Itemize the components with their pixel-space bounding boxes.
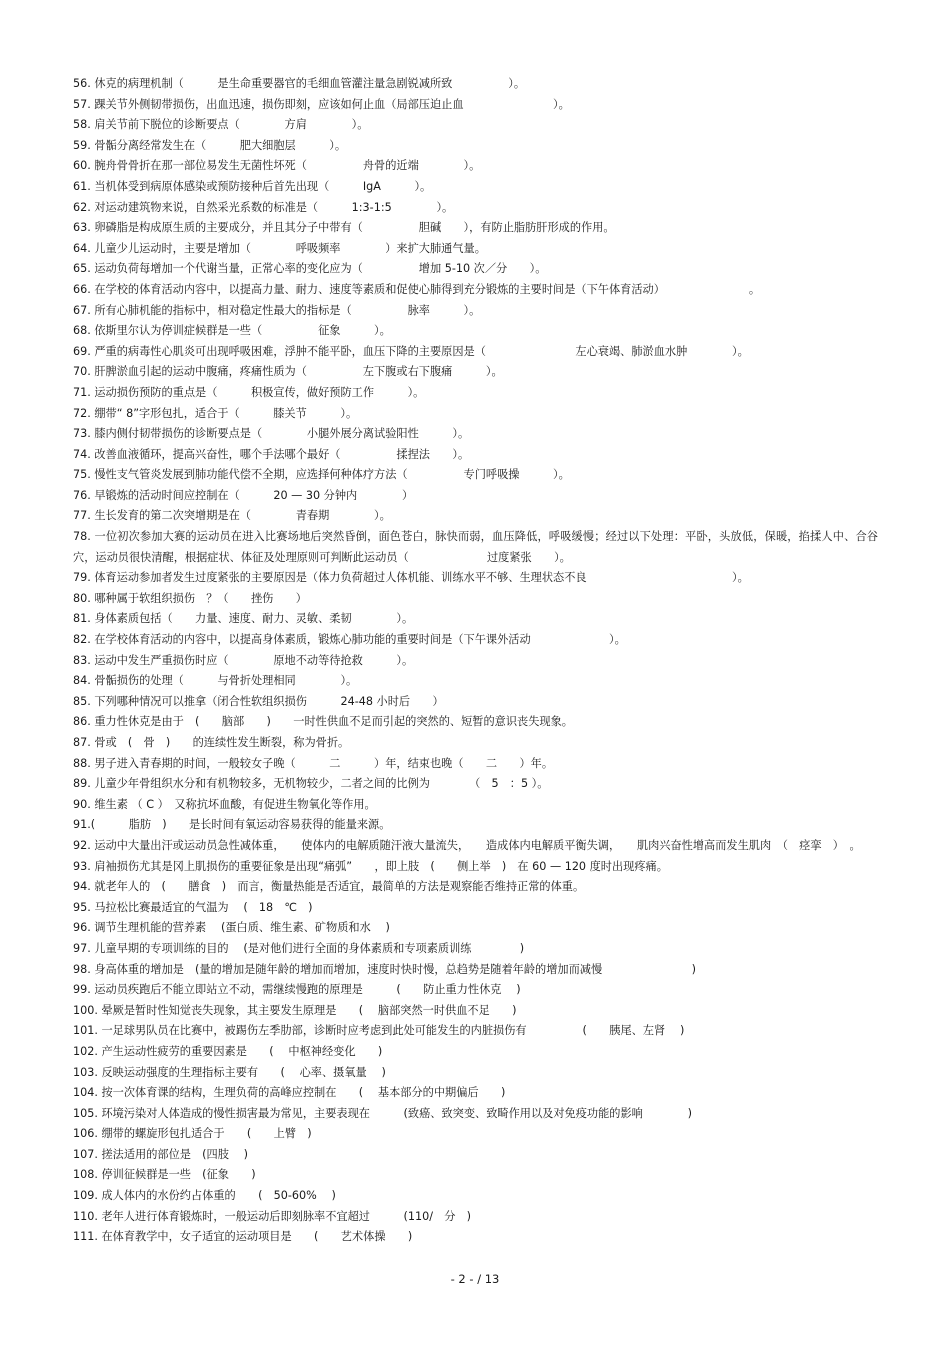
question-64: 64. 儿童少儿运动时，主要是增加（ 呼吸频率 ）来扩大肺通气量。: [73, 241, 486, 255]
question-67: 67. 所有心肺机能的指标中，相对稳定性最大的指标是（ 脉率 ）。: [73, 303, 481, 317]
question-107: 107. 搓法适用的部位是 (四肢 ): [73, 1147, 249, 1161]
question-89: 89. 儿童少年骨组织水分和有机物较多，无机物较少，二者之间的比例为 （ 5 ：5 ）。: [73, 777, 549, 791]
question-91: 91.( 脂肪 ) 是长时间有氧运动容易获得的能量来源。: [73, 818, 391, 832]
question-99: 99. 运动员疾跑后不能立即站立不动，需继续慢跑的原理是 ( 防止重力性休克 ): [73, 983, 521, 997]
question-98: 98. 身高体重的增加是 (量的增加是随年龄的增加而增加，速度时快时慢，总趋势是随着年龄的增加而减慢 ): [73, 962, 697, 976]
question-93: 93. 肩袖损伤尤其是冈上肌损伤的重要征象是出现“痛弧” ，即上肢 ( 侧上举 ) 在 60 — 120 度时出现疼痛。: [73, 859, 668, 873]
question-list: [73, 74, 878, 1248]
question-110: 110. 老年人进行体育锻炼时，一般运动后即刻脉率不宜超过 (110/ 分 ): [73, 1209, 471, 1223]
question-81: 81. 身体素质包括（ 力量、速度、耐力、灵敏、柔韧 ）。: [73, 612, 414, 626]
question-96: 96. 调节生理机能的营养素 (蛋白质、维生素、矿物质和水 ): [73, 921, 390, 935]
question-59: 59. 骨骺分离经常发生在（ 肥大细胞层 ）。: [73, 138, 347, 152]
question-80: 80. 哪种属于软组织损伤 ？（ 挫伤 ）: [73, 591, 307, 605]
question-104: 104. 按一次体育课的结构，生理负荷的高峰应控制在 ( 基本部分的中期偏后 ): [73, 1086, 506, 1100]
question-77: 77. 生长发育的第二次突增期是在（ 青春期 ）。: [73, 509, 391, 523]
question-78: 78. 一位初次参加大赛的运动员在进入比赛场地后突然昏倒，面色苍白，脉快而弱，血压降低，呼吸缓慢；经过以下处理：平卧，头放低，保暖，掐揉人中、合谷穴，运动员很快清醒，根据症状、体征及处理原则可判断此运动员（ 过度紧张 ）。: [73, 530, 878, 564]
question-108: 108. 停训征候群是一些 (征象 ): [73, 1168, 256, 1182]
question-84: 84. 骨骺损伤的处理（ 与骨折处理相同 ）。: [73, 674, 358, 688]
question-86: 86. 重力性休克是由于 ( 脑部 ) 一时性供血不足而引起的突然的、短暂的意识丧失现象。: [73, 715, 573, 729]
question-105: 105. 环境污染对人体造成的慢性损害最为常见，主要表现在 (致癌、致突变、致畸作用以及对免疫功能的影响 ): [73, 1106, 692, 1120]
question-57: 57. 踝关节外侧韧带损伤，出血迅速，损伤即刻，应该如何止血（局部压迫止血 ）。: [73, 97, 570, 111]
question-71: 71. 运动损伤预防的重点是（ 积极宣传，做好预防工作 ）。: [73, 385, 425, 399]
question-95: 95. 马拉松比赛最适宜的气温为 ( 18 ℃ ): [73, 900, 313, 914]
question-73: 73. 膝内侧付韧带损伤的诊断要点是（ 小腿外展分离试验阳性 ）。: [73, 427, 470, 441]
question-63: 63. 卵磷脂是构成原生质的主要成分，并且其分子中带有（ 胆碱 ），有防止脂肪肝形成的作用。: [73, 221, 615, 235]
question-66: 66. 在学校的体育活动内容中，以提高力量、耐力、速度等素质和促使心肺得到充分锻炼的主要时间是（下午体育活动） 。: [73, 282, 761, 296]
question-68: 68. 依斯里尔认为停训症候群是一些（ 征象 ）。: [73, 324, 391, 338]
question-109: 109. 成人体内的水份约占体重的 ( 50-60% ): [73, 1189, 336, 1203]
question-94: 94. 就老年人的 ( 膳食 ) 而言，衡量热能是否适宜，最简单的方法是观察能否维持正常的体重。: [73, 880, 585, 894]
question-106: 106. 绷带的螺旋形包扎适合于 ( 上臂 ): [73, 1127, 312, 1141]
question-76: 76. 早锻炼的活动时间应控制在（ 20 — 30 分钟内 ）: [73, 488, 414, 502]
question-61: 61. 当机体受到病原体感染或预防接种后首先出现（ IgA ）。: [73, 179, 432, 193]
question-69: 69. 严重的病毒性心肌炎可出现呼吸困难，浮肿不能平卧，血压下降的主要原因是（ 左心衰竭、肺淤血水肿 ）。: [73, 344, 749, 358]
question-58: 58. 肩关节前下脱位的诊断要点（ 方肩 ）。: [73, 118, 369, 132]
question-75: 75. 慢性支气管炎发展到肺功能代偿不全期，应选择何种体疗方法（ 专门呼吸操 ）。: [73, 468, 570, 482]
question-87: 87. 骨或 ( 骨 ) 的连续性发生断裂，称为骨折。: [73, 736, 350, 749]
question-79: 79. 体育运动参加者发生过度紧张的主要原因是（体力负荷超过人体机能、训练水平不够、生理状态不良 ）。: [73, 571, 749, 585]
question-83: 83. 运动中发生严重损伤时应（ 原地不动等待抢救 ）。: [73, 653, 414, 667]
question-74: 74. 改善血液循环，提高兴奋性，哪个手法哪个最好（ 揉捏法 ）。: [73, 447, 470, 461]
question-100: 100. 晕厥是暂时性知觉丧失现象，其主要发生原理是 ( 脑部突然一时供血不足 ): [73, 1003, 517, 1017]
question-56: 56. 休克的病理机制（ 是生命重要器官的毛细血管灌注量急剧锐减所致 ）。: [73, 77, 526, 90]
question-111: 111. 在体育教学中，女子适宜的运动项目是 ( 艺术体操 ): [73, 1230, 413, 1244]
question-70: 70. 肝脾淤血引起的运动中腹痛，疼痛性质为（ 左下腹或右下腹痛 ）。: [73, 365, 503, 379]
question-97: 97. 儿童早期的专项训练的目的 (是对他们进行全面的身体素质和专项素质训练 ): [73, 941, 525, 955]
question-60: 60. 腕舟骨骨折在那一部位易发生无菌性坏死（ 舟骨的近端 ）。: [73, 159, 481, 173]
question-102: 102. 产生运动性疲劳的重要因素是 ( 中枢神经变化 ): [73, 1044, 383, 1058]
question-62: 62. 对运动建筑物来说，自然采光系数的标准是（ 1:3-1:5 ）。: [73, 200, 454, 214]
question-82: 82. 在学校体育活动的内容中，以提高身体素质，锻炼心肺功能的重要时间是（下午课外活动 ）。: [73, 633, 626, 647]
question-88: 88. 男子进入青春期的时间，一般较女子晚（ 二 ）年，结束也晚（ 二 ）年。: [73, 756, 554, 770]
question-101: 101. 一足球男队员在比赛中，被踢伤左季肋部，诊断时应考虑到此处可能发生的内脏损伤有 ( 胰尾、左肾 ): [73, 1024, 685, 1038]
question-72: 72. 绷带“ 8”字形包扎，适合于（ 膝关节 ）。: [73, 406, 358, 420]
question-90: 90. 维生素 （ C ） 又称抗坏血酸，有促进生物氧化等作用。: [73, 797, 376, 811]
question-65: 65. 运动负荷每增加一个代谢当量，正常心率的变化应为（ 增加 5-10 次／分 ）。: [73, 262, 547, 276]
question-103: 103. 反映运动强度的生理指标主要有 ( 心率、摄氧量 ): [73, 1065, 386, 1079]
question-92: 92. 运动中大量出汗或运动员急性减体重， 使体内的电解质随汗液大量流失， 造成体内电解质平衡失调， 肌肉兴奋性增高而发生肌肉 （ 痉挛 ） 。: [73, 838, 861, 852]
page-number: - 2 - / 13: [450, 1272, 500, 1286]
question-85: 85. 下列哪种情况可以推拿（闭合性软组织损伤 24-48 小时后 ）: [73, 694, 444, 708]
